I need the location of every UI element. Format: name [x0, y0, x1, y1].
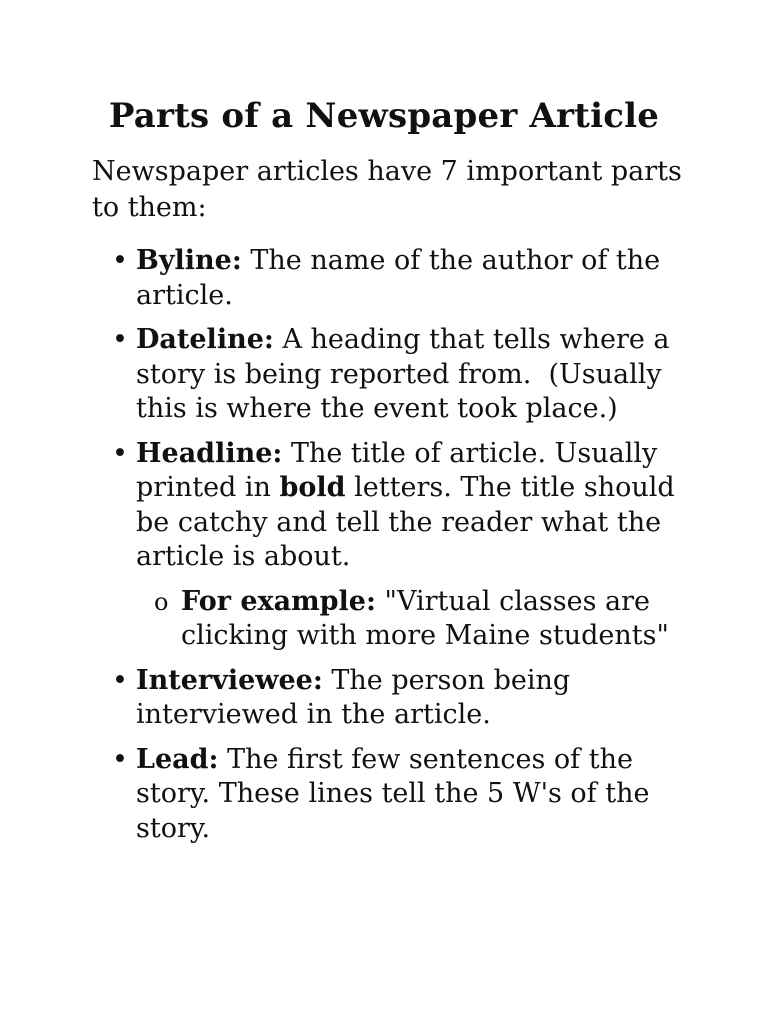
bold-word: bold [279, 472, 346, 503]
bullet-icon: • [112, 437, 128, 469]
definition-text-start: The title of article. Usually printed in [136, 437, 658, 503]
list-item-interviewee [0, 664, 768, 733]
term-label: Lead: [136, 743, 219, 775]
definition-text: A heading that tells where a story is being reported from. (Usually this is where the event took place.) [136, 324, 679, 424]
term-label: Interviewee: [136, 664, 323, 696]
term-label: Headline: [136, 437, 283, 469]
list-item-headline [0, 437, 768, 654]
definition-text: The name of the author of the article. [136, 245, 661, 311]
list-item-lead [0, 743, 768, 847]
bullet-icon: • [112, 743, 128, 775]
bullet-icon: • [112, 324, 128, 355]
intro-paragraph: Newspaper articles have 7 important parts to them: [92, 156, 682, 223]
bullet-icon: • [112, 664, 128, 696]
term-label: Dateline: [136, 324, 274, 355]
term-label: Byline: [136, 245, 242, 276]
parts-list [0, 244, 768, 856]
list-item-dateline [0, 323, 768, 427]
bullet-icon: • [112, 245, 128, 276]
list-item-byline [0, 244, 768, 313]
page-title: Parts of a Newspaper Article [108, 96, 660, 136]
definition-text-end: letters. The title should be catchy and tell the reader what the article is about. [136, 472, 675, 572]
circle-bullet-icon: o [154, 587, 169, 616]
example-label: For example: [181, 585, 376, 617]
sub-list-item-example [136, 585, 708, 654]
definition-text: The person being interviewed in the article. [136, 664, 571, 730]
definition-text: The first few sentences of the story. These lines tell the 5 W's of the story. [136, 743, 650, 844]
example-text: "Virtual classes are clicking with more Maine students" [181, 585, 669, 651]
